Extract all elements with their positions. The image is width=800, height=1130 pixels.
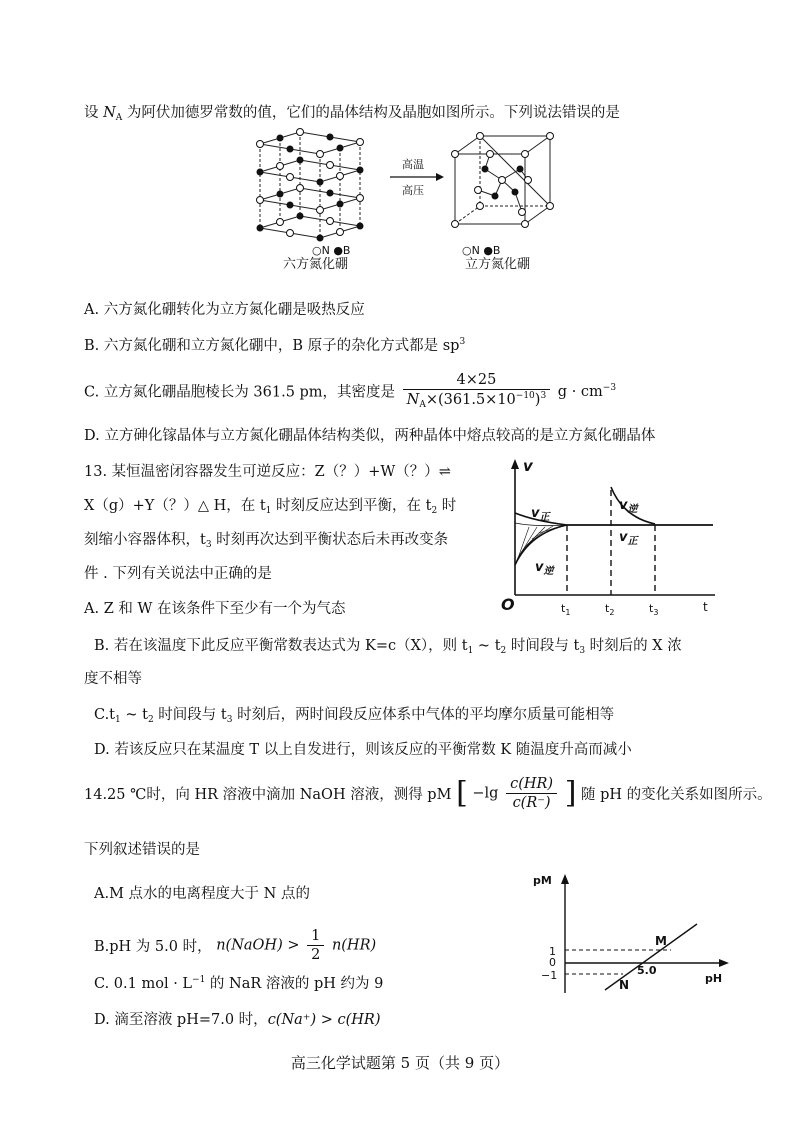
t1-label: $t_1$: [561, 602, 571, 617]
density-fraction: $\frac{4\times 25}{N_A\times(361.5\times 10^{-10})^3}$: [403, 372, 551, 410]
left-legend: ○N ●B: [312, 244, 351, 257]
q14-option-a: A.M 点水的电离程度大于 N 点的: [94, 886, 310, 902]
q13-option-b-line2: 度不相等: [84, 671, 142, 687]
y-axis-label: pM: [533, 874, 552, 887]
pm-fraction: $\frac{c(HR)}{c(R^-)}$: [506, 776, 557, 811]
q12-option-c: C. 立方氮化硼晶胞棱长为 361.5 pm，其密度是 $\frac{4\times 25}{N_A\times(361.5\times 10^{-10})^3}$ $g \cdot cm^{-3}$: [84, 372, 617, 410]
x-value-label: 5.0: [637, 964, 657, 977]
origin-label: O: [501, 595, 515, 614]
page-footer: 高三化学试题第 5 页（共 9 页）: [290, 1054, 510, 1072]
tick-1-label: 1: [549, 945, 556, 958]
x-axis-label: t: [703, 600, 708, 614]
v-reverse-left-label: $v_逆$: [535, 560, 554, 577]
v-reverse-right-label: $v_逆$: [619, 498, 638, 515]
arrow-bottom-label: 高压: [402, 184, 424, 197]
q13-velocity-time-graph: [495, 455, 725, 620]
conversion-arrow: [390, 173, 444, 181]
cubic-bn-atoms: [452, 133, 554, 228]
q13-stem-line3: 刻缩小容器体积，$t_3$ 时刻再次达到平衡状态后未再改变条: [84, 532, 449, 550]
tick-0-label: 0: [549, 956, 556, 969]
q12-option-d: D. 立方砷化镓晶体与立方氮化硼晶体结构类似，两种晶体中熔点较高的是立方氮化硼晶体: [84, 428, 656, 444]
q13-stem-line1: 13. 某恒温密闭容器发生可逆反应：Z（？）+W（？）⇌: [84, 464, 451, 480]
x-axis-arrow: [719, 959, 729, 967]
q12-stem: 设 $N_A$ 为阿伏加德罗常数的值，它们的晶体结构及晶胞如图所示。下列说法错误的是: [84, 105, 620, 123]
q12-option-a: A. 六方氮化硼转化为立方氮化硼是吸热反应: [84, 302, 365, 318]
q13-stem-line4: 件 . 下列有关说法中正确的是: [84, 566, 272, 582]
v-forward-left-label: $v_正$: [531, 506, 550, 523]
q14-stem-line1: 14.25 ℃时，向 HR 溶液中滴加 NaOH 溶液，测得 pM [ −lg $\frac{c(HR)}{c(R^-)}$ ] 随 pH 的变化关系如图所示。: [84, 775, 772, 811]
point-m-label: M: [655, 934, 667, 948]
crystal-structure-figure: [240, 124, 570, 269]
right-legend: ○N ●B: [462, 244, 501, 257]
half-fraction: $\frac{1}{2}$: [307, 928, 324, 963]
y-axis-arrow: [561, 874, 569, 884]
q13-option-c: $C.t_1$ ~ $t_2$ 时间段与 $t_3$ 时刻后，两时间段反应体系中气体的平均摩尔质量可能相等: [94, 707, 615, 725]
arrow-top-label: 高温: [402, 158, 424, 171]
cubic-bn-caption: 立方氮化硼: [465, 257, 531, 272]
q14-stem-line2: 下列叙述错误的是: [84, 842, 200, 858]
y-axis-arrow: [511, 459, 519, 469]
hexagonal-bn-caption: 六方氮化硼: [283, 257, 349, 272]
q13-stem-line2: X（g）+Y（？）△ H，在 $t_1$ 时刻反应达到平衡，在 $t_2$ 时: [84, 498, 457, 516]
hatch-lines: [517, 526, 561, 561]
q14-option-c: C. 0.1 mol · $L^{-1}$ 的 NaR 溶液的 pH 约为 9: [94, 975, 384, 992]
x-axis-label: pH: [705, 972, 723, 985]
q12-option-b: B. 六方氮化硼和立方氮化硼中，B 原子的杂化方式都是 $sp^3$: [84, 337, 466, 354]
v-forward-right-label: $v_正$: [619, 530, 638, 547]
hexagonal-bn-structure: [260, 132, 360, 238]
q14-option-d: D. 滴至溶液 pH=7.0 时，c(Na⁺) > c(HR): [94, 1012, 381, 1028]
t3-label: $t_3$: [649, 602, 659, 617]
q13-option-b-line1: B. 若在该温度下此反应平衡常数表达式为 K=c（X），则 $t_1$ ~ $t_2$ 时间段与 $t_3$ 时刻后的 X 浓: [94, 638, 682, 656]
q14-pm-ph-graph: [525, 868, 735, 998]
q14-option-b: B.pH 为 5.0 时， n(NaOH) > $\frac{1}{2}$ n(HR): [94, 928, 377, 963]
y-axis-label: v: [523, 457, 533, 475]
t2-label: $t_2$: [605, 602, 615, 617]
q13-option-a: A. Z 和 W 在该条件下至少有一个为气态: [84, 601, 346, 617]
tick-neg1-label: −1: [541, 969, 558, 982]
point-n-label: N: [619, 978, 630, 992]
q13-option-d: D. 若该反应只在某温度 T 以上自发进行，则该反应的平衡常数 K 随温度升高而减小: [94, 742, 632, 758]
